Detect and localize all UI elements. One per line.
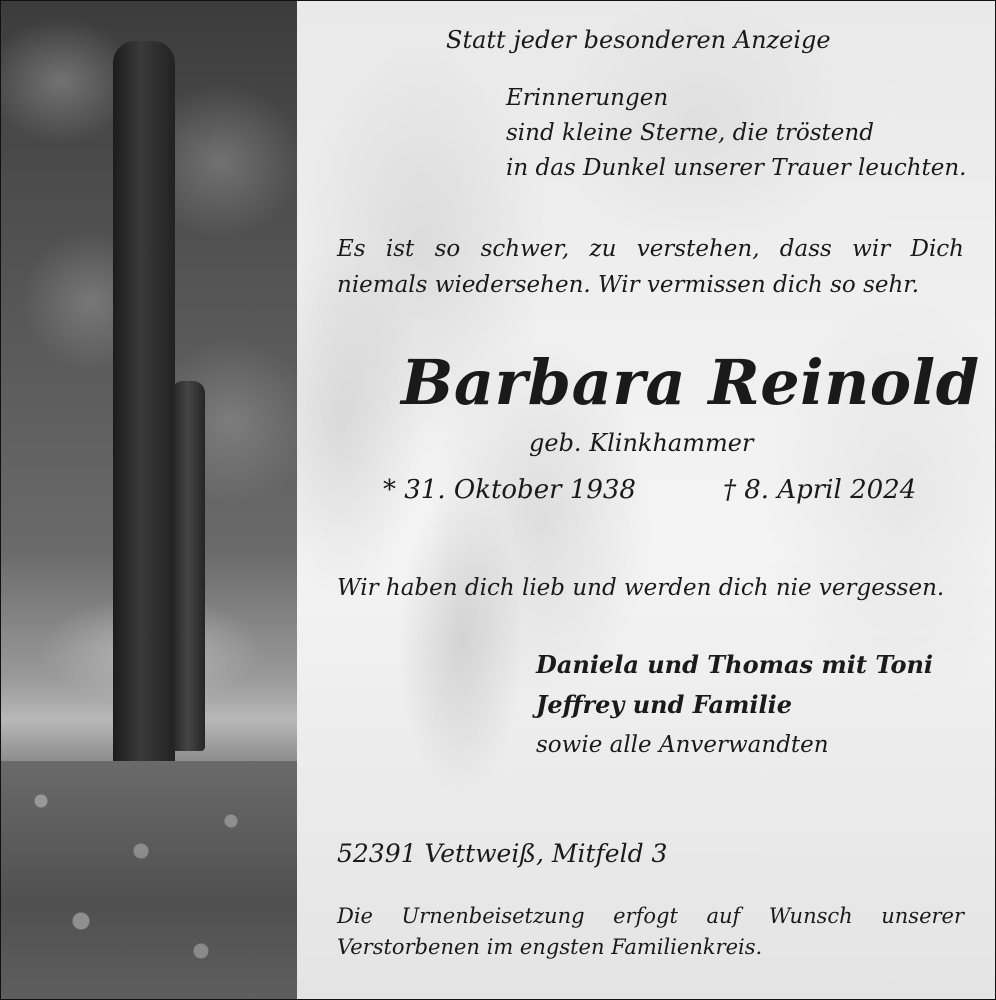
quote-line: Es ist so schwer, zu verstehen, dass wir Dich	[337, 236, 964, 262]
poem-line: sind kleine Sterne, die tröstend	[506, 120, 874, 146]
notice-header: Statt jeder besonderen Anzeige	[446, 26, 831, 54]
quote	[337, 231, 964, 303]
burial-notice	[337, 901, 964, 963]
notice-text	[1, 1, 995, 999]
deceased-name: Barbara Reinold	[401, 346, 980, 419]
mourner-line: Daniela und Thomas mit Toni	[536, 650, 934, 679]
address: 52391 Vettweiß, Mitfeld 3	[337, 839, 668, 868]
mourner-line: Jeffrey und Familie	[536, 690, 793, 719]
birth-date: * 31. Oktober 1938	[383, 475, 636, 505]
quote-line: niemals wiedersehen. Wir vermissen dich so sehr.	[337, 272, 920, 298]
poem-line: in das Dunkel unserer Trauer leuchten.	[506, 155, 967, 181]
notice-line: Verstorbenen im engsten Familienkreis.	[337, 935, 763, 959]
death-date: † 8. April 2024	[723, 475, 917, 505]
maiden-name: geb. Klinkhammer	[529, 429, 754, 457]
farewell-line: Wir haben dich lieb und werden dich nie vergessen.	[337, 575, 945, 601]
poem-line: Erinnerungen	[506, 85, 669, 111]
poem	[506, 81, 967, 186]
notice-line: Die Urnenbeisetzung erfogt auf Wunsch unserer	[337, 904, 964, 928]
relatives-line: sowie alle Anverwandten	[536, 732, 829, 758]
